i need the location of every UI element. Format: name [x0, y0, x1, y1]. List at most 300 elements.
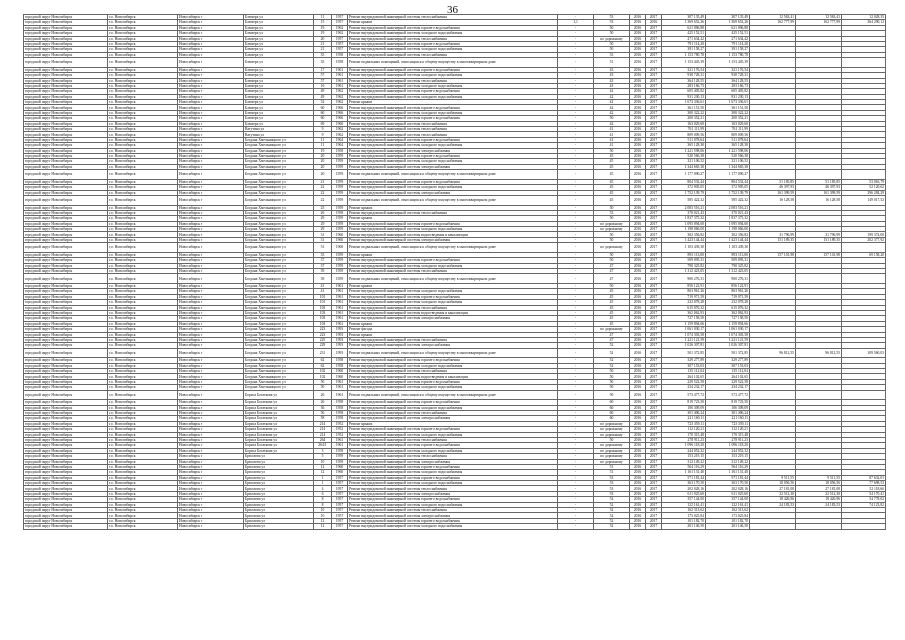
cell-municipality: городской округ Новосибирск: [24, 432, 108, 437]
cell-cost-fund: 585 422,32: [706, 195, 750, 205]
cell-wear-percent: 47: [594, 269, 630, 274]
cell-settlement: Новосибирск г: [178, 58, 244, 68]
cell-house-number: 101: [314, 294, 332, 299]
cell-area: -: [558, 116, 594, 121]
cell-total-cost: 1 026 307,81: [662, 343, 706, 348]
cell-cost-fund: 611 025,60: [706, 491, 750, 496]
cell-start-year: 2016: [630, 148, 646, 153]
cell-wear-percent: 45: [594, 185, 630, 190]
cell-cost-local: 162 777,99: [796, 20, 842, 25]
cell-municipality: городской округ Новосибирск: [24, 110, 108, 115]
cell-work-type: Ремонт внутридомовой инженерной системы водоотведения и канализации: [348, 374, 558, 379]
cell-settlement: Новосибирск г: [178, 94, 244, 99]
cell-end-year: 2017: [646, 15, 662, 20]
cell-municipality: городской округ Новосибирск: [24, 89, 108, 94]
cell-total-cost: 1 096 118,20: [662, 443, 706, 448]
cell-cost-fund: 605 405,82: [706, 89, 750, 94]
cell-municipal-district: г.о. Новосибирск: [108, 405, 178, 410]
cell-work-type: Ремонт крыши: [348, 100, 558, 105]
cell-house-number: 6: [314, 491, 332, 496]
cell-street: Блюхера ул: [244, 58, 314, 68]
cell-total-cost: 370 021,43: [662, 210, 706, 215]
cell-municipality: городской округ Новосибирск: [24, 283, 108, 288]
cell-work-type: Ремонт внутридомовой инженерной системы электроснабжения: [348, 237, 558, 242]
cell-settlement: Новосибирск г: [178, 143, 244, 148]
cell-build-year: 1959: [332, 454, 348, 459]
cell-total-cost: 264 102,65: [662, 374, 706, 379]
cell-end-year: 2017: [646, 502, 662, 507]
cell-cost-fund: 307 153,03: [706, 363, 750, 368]
cell-work-type: Ремонт крыши: [348, 332, 558, 337]
cell-house-number: 31: [314, 243, 332, 253]
cell-street: Блюхера ул: [244, 47, 314, 52]
cell-area: -: [558, 358, 594, 363]
cell-house-number: 21: [314, 41, 332, 46]
cell-settlement: Новосибирск г: [178, 179, 244, 184]
cell-end-year: 2017: [646, 170, 662, 180]
cell-start-year: 2016: [630, 443, 646, 448]
cell-cost-fund: 1 673 336,61: [706, 100, 750, 105]
cell-municipality: городской округ Новосибирск: [24, 416, 108, 421]
cell-build-year: 1958: [332, 210, 348, 215]
cell-municipality: городской округ Новосибирск: [24, 443, 108, 448]
cell-end-year: 2017: [646, 237, 662, 242]
cell-end-year: 2017: [646, 513, 662, 518]
cell-cost-fund: 1 423 144,44: [706, 237, 750, 242]
cell-start-year: 2016: [630, 227, 646, 232]
cell-wear-percent: 53: [594, 15, 630, 20]
cell-street: Блюхера ул: [244, 52, 314, 57]
cell-street: Блюхера ул: [244, 25, 314, 30]
cell-municipality: городской округ Новосибирск: [24, 20, 108, 25]
cell-settlement: Новосибирск г: [178, 210, 244, 215]
cell-area: -: [558, 348, 594, 358]
cell-build-year: 1961: [332, 67, 348, 72]
cell-work-type: Ремонт внутридомовой инженерной системы холодного водоснабжения: [348, 143, 558, 148]
cell-build-year: 1964: [332, 143, 348, 148]
cell-municipal-district: г.о. Новосибирск: [108, 190, 178, 195]
cell-municipality: городской округ Новосибирск: [24, 78, 108, 83]
cell-house-number: 9: [314, 127, 332, 132]
cell-street: Богдана Хмельницкого ул: [244, 237, 314, 242]
cell-build-year: 1957: [332, 502, 348, 507]
cell-cost-local: 157 101,98: [796, 252, 842, 257]
cell-build-year: 1959: [332, 252, 348, 257]
cell-cost-fund: 173 025,84: [706, 513, 750, 518]
cell-settlement: Новосибирск г: [178, 41, 244, 46]
cell-wear-percent: 45: [594, 164, 630, 169]
cell-start-year: 2016: [630, 170, 646, 180]
cell-end-year: 2017: [646, 127, 662, 132]
cell-house-number: 9: [314, 132, 332, 137]
cell-build-year: 1961: [332, 379, 348, 384]
cell-area: -: [558, 369, 594, 374]
cell-wear-percent: 52: [594, 513, 630, 518]
cell-settlement: Новосибирск г: [178, 343, 244, 348]
cell-build-year: 1961: [332, 316, 348, 321]
cell-area: -: [558, 385, 594, 390]
cell-total-cost: 605 405,82: [662, 89, 706, 94]
cell-area: -: [558, 237, 594, 242]
cell-area: -: [558, 518, 594, 523]
cell-house-number: 58: [314, 416, 332, 421]
cell-cost-local: 96 812,55: [796, 348, 842, 358]
cell-work-type: Ремонт подвальных помещений, относящихся к общему имуществу в многоквартирном доме: [348, 195, 558, 205]
cell-work-type: Ремонт внутридомовой инженерной системы холодного водоснабжения: [348, 159, 558, 164]
cell-municipality: городской округ Новосибирск: [24, 410, 108, 415]
cell-settlement: Новосибирск г: [178, 221, 244, 226]
cell-house-number: 21: [314, 179, 332, 184]
cell-end-year: 2017: [646, 269, 662, 274]
cell-cost-local: 27 181,08: [796, 486, 842, 491]
cell-house-number: 49: [314, 89, 332, 94]
cell-municipality: городской округ Новосибирск: [24, 31, 108, 36]
cell-wear-percent: 52: [594, 343, 630, 348]
cell-municipality: городской округ Новосибирск: [24, 343, 108, 348]
cell-street: Богдана Хмельницкого ул: [244, 227, 314, 232]
table-row: [24, 390, 886, 400]
cell-cost-fund: 1 221 598,06: [706, 148, 750, 153]
cell-municipality: городской округ Новосибирск: [24, 132, 108, 137]
cell-build-year: 1962: [332, 25, 348, 30]
cell-wear-percent: 45: [594, 305, 630, 310]
cell-street: Богдана Хмельницкого ул: [244, 379, 314, 384]
cell-street: Блюхера ул: [244, 110, 314, 115]
table-row: [24, 195, 886, 205]
cell-house-number: 35: [314, 52, 332, 57]
cell-street: Богдана Хмельницкого ул: [244, 269, 314, 274]
cell-municipality: городской округ Новосибирск: [24, 524, 108, 529]
cell-house-number: 62: [314, 363, 332, 368]
cell-total-cost: 361 151,50: [662, 105, 706, 110]
cell-settlement: Новосибирск г: [178, 518, 244, 523]
cell-wear-percent: по дорожному: [594, 443, 630, 448]
cell-house-number: 103: [314, 316, 332, 321]
cell-wear-percent: 45: [594, 316, 630, 321]
cell-cost-owners: 54 170,41: [842, 491, 886, 496]
cell-wear-percent: 53: [594, 475, 630, 480]
cell-cost-fund: 425 152,51: [706, 31, 750, 36]
cell-cost-owners: 53 063,79: [842, 179, 886, 184]
cell-work-type: Ремонт внутридомовой инженерной системы горячего водоснабжения: [348, 25, 558, 30]
cell-house-number: 36: [314, 405, 332, 410]
cell-wear-percent: 53: [594, 52, 630, 57]
cell-municipality: городской округ Новосибирск: [24, 337, 108, 342]
cell-street: Богдана Хмельницкого ул: [244, 159, 314, 164]
cell-municipal-district: г.о. Новосибирск: [108, 258, 178, 263]
cell-street: Брюллова ул: [244, 475, 314, 480]
cell-cost-fund: 2 083 516,21: [706, 205, 750, 210]
cell-settlement: Новосибирск г: [178, 232, 244, 237]
cell-total-cost: 244 052,32: [662, 448, 706, 453]
cell-work-type: Ремонт крыши: [348, 252, 558, 257]
cell-total-cost: 1 369 652,26: [662, 20, 706, 25]
cell-area: -: [558, 269, 594, 274]
cell-start-year: 2016: [630, 513, 646, 518]
cell-total-cost: 1 752 139,79: [662, 190, 706, 195]
cell-cost-fund: 302 356,82: [706, 232, 750, 237]
cell-settlement: Новосибирск г: [178, 283, 244, 288]
cell-area: -: [558, 243, 594, 253]
cell-cost-fund: 1 177 090,27: [706, 170, 750, 180]
cell-street: Богдана Хмельницкого ул: [244, 148, 314, 153]
cell-total-cost: 372 905,05: [662, 185, 706, 190]
cell-cost-fund: 361 151,50: [706, 105, 750, 110]
cell-cost-fund: 1 312 423,05: [706, 269, 750, 274]
cell-area: -: [558, 83, 594, 88]
cell-total-cost: 1 159 894,66: [662, 321, 706, 326]
cell-work-type: Ремонт внутридомовой инженерной системы электроснабжения: [348, 416, 558, 421]
cell-build-year: 1961: [332, 437, 348, 442]
cell-street: Богдана Хмельницкого ул: [244, 243, 314, 253]
cell-municipality: городской округ Новосибирск: [24, 232, 108, 237]
cell-work-type: Ремонт подвальных помещений, относящихся к общему имуществу в многоквартирном доме: [348, 170, 558, 180]
cell-total-cost: 761 111,99: [662, 127, 706, 132]
cell-total-cost: 719 971,59: [662, 294, 706, 299]
cell-municipal-district: г.о. Новосибирск: [108, 36, 178, 41]
cell-wear-percent: 52: [594, 524, 630, 529]
cell-house-number: 15: [314, 20, 332, 25]
cell-cost-fund: 391 158,27: [706, 47, 750, 52]
cell-wear-percent: 50: [594, 216, 630, 221]
cell-house-number: 8: [314, 497, 332, 502]
cell-total-cost: 153 219,15: [662, 454, 706, 459]
cell-street: Богдана Хмельницкого ул: [244, 137, 314, 142]
cell-area: -: [558, 159, 594, 164]
cell-build-year: 1957: [332, 497, 348, 502]
cell-house-number: 22: [314, 195, 332, 205]
cell-end-year: 2017: [646, 475, 662, 480]
cell-build-year: 1993: [332, 348, 348, 358]
cell-street: Богдана Хмельницкого ул: [244, 374, 314, 379]
cell-settlement: Новосибирск г: [178, 524, 244, 529]
cell-start-year: 2016: [630, 421, 646, 426]
cell-house-number: 22: [314, 185, 332, 190]
cell-cost-owners: 52 120,62: [842, 185, 886, 190]
cell-municipal-district: г.о. Новосибирск: [108, 210, 178, 215]
cell-municipality: городской округ Новосибирск: [24, 67, 108, 72]
cell-build-year: 1993: [332, 332, 348, 337]
cell-work-type: Ремонт внутридомовой инженерной системы электроснабжения: [348, 459, 558, 464]
cell-work-type: Ремонт внутридомовой инженерной системы горячего водоснабжения: [348, 153, 558, 158]
cell-build-year: 1958: [332, 148, 348, 153]
cell-end-year: 2017: [646, 348, 662, 358]
cell-municipality: городской округ Новосибирск: [24, 421, 108, 426]
cell-street: Брюллова ул: [244, 497, 314, 502]
cell-start-year: 2016: [630, 263, 646, 268]
table-row: [24, 170, 886, 180]
cell-area: -: [558, 121, 594, 126]
cell-end-year: 2017: [646, 148, 662, 153]
cell-house-number: 11: [314, 143, 332, 148]
cell-end-year: 2017: [646, 416, 662, 421]
cell-total-cost: 362 062,93: [662, 310, 706, 315]
cell-start-year: 2016: [630, 47, 646, 52]
cell-work-type: Ремонт внутридомовой инженерной системы горячего водоснабжения: [348, 221, 558, 226]
cell-area: -: [558, 190, 594, 195]
cell-municipality: городской округ Новосибирск: [24, 497, 108, 502]
cell-municipal-district: г.о. Новосибирск: [108, 459, 178, 464]
cell-municipal-district: г.о. Новосибирск: [108, 94, 178, 99]
cell-work-type: Ремонт внутридомовой инженерной системы теплоснабжения: [348, 269, 558, 274]
cell-wear-percent: 50: [594, 31, 630, 36]
cell-cost-owners: [842, 524, 886, 529]
cell-cost-fund: 362 062,93: [706, 310, 750, 315]
cell-municipal-district: г.о. Новосибирск: [108, 58, 178, 68]
cell-cost-local: 46 397,93: [796, 185, 842, 190]
cell-house-number: 57: [314, 73, 332, 78]
cell-area: -: [558, 305, 594, 310]
cell-municipality: городской округ Новосибирск: [24, 502, 108, 507]
cell-house-number: 19: [314, 148, 332, 153]
cell-house-number: 12: [314, 464, 332, 469]
cell-build-year: 1959: [332, 153, 348, 158]
cell-settlement: Новосибирск г: [178, 205, 244, 210]
cell-start-year: 2016: [630, 137, 646, 142]
cell-municipality: городской округ Новосибирск: [24, 195, 108, 205]
cell-total-cost: 106 309,09: [662, 405, 706, 410]
cell-work-type: Ремонт внутридомовой инженерной системы горячего водоснабжения: [348, 67, 558, 72]
cell-end-year: 2017: [646, 524, 662, 529]
cell-house-number: 31: [314, 237, 332, 242]
cell-municipal-district: г.о. Новосибирск: [108, 289, 178, 294]
cell-work-type: Ремонт внутридомовой инженерной системы горячего водоснабжения: [348, 137, 558, 142]
cell-total-cost: 520 566,38: [662, 153, 706, 158]
cell-house-number: 49: [314, 94, 332, 99]
cell-wear-percent: по дорожному: [594, 221, 630, 226]
cell-total-cost: 511 078,64: [662, 137, 706, 142]
cell-municipality: городской округ Новосибирск: [24, 15, 108, 20]
cell-cost-local: 24 183,53: [796, 502, 842, 507]
cell-cost-owners: [842, 58, 886, 68]
cell-area: -: [558, 310, 594, 315]
cell-municipal-district: г.о. Новосибирск: [108, 41, 178, 46]
cell-house-number: 3: [314, 448, 332, 453]
cell-total-cost: 162 313,62: [662, 508, 706, 513]
cell-house-number: 102: [314, 369, 332, 374]
cell-house-number: 35: [314, 252, 332, 257]
cell-total-cost: 1 161 131,40: [662, 470, 706, 475]
cell-cost-fund: 301 406,24: [706, 410, 750, 415]
cell-cost-fund: 1 103 439,30: [706, 243, 750, 253]
cell-area: -: [558, 481, 594, 486]
cell-cost-region: 12 563,41: [750, 15, 796, 20]
cell-street: Блюхера ул: [244, 83, 314, 88]
cell-wear-percent: 45: [594, 179, 630, 184]
cell-build-year: 1957: [332, 47, 348, 52]
cell-municipal-district: г.о. Новосибирск: [108, 159, 178, 164]
cell-end-year: 2017: [646, 437, 662, 442]
cell-settlement: Новосибирск г: [178, 448, 244, 453]
cell-cost-fund: 278 911,23: [706, 437, 750, 442]
cell-cost-owners: [842, 390, 886, 400]
cell-work-type: Ремонт внутридомовой инженерной системы горячего водоснабжения: [348, 116, 558, 121]
cell-end-year: 2017: [646, 227, 662, 232]
cell-build-year: 1960: [332, 369, 348, 374]
cell-cost-owners: 54 778,02: [842, 497, 886, 502]
cell-work-type: Ремонт внутридомовой инженерной системы теплоснабжения: [348, 337, 558, 342]
cell-street: Богдана Хмельницкого ул: [244, 289, 314, 294]
cell-street: Бориса Богаткова ул: [244, 416, 314, 421]
cell-municipality: городской округ Новосибирск: [24, 427, 108, 432]
cell-municipal-district: г.о. Новосибирск: [108, 116, 178, 121]
cell-total-cost: 425 152,51: [662, 31, 706, 36]
cell-street: Брюллова ул: [244, 470, 314, 475]
cell-work-type: Ремонт внутридомовой инженерной системы теплоснабжения: [348, 36, 558, 41]
cell-municipal-district: г.о. Новосибирск: [108, 524, 178, 529]
cell-work-type: Ремонт внутридомовой инженерной системы теплоснабжения: [348, 508, 558, 513]
cell-street: Богдана Хмельницкого ул: [244, 300, 314, 305]
cell-work-type: Ремонт крыши: [348, 216, 558, 221]
cell-build-year: 1957: [332, 513, 348, 518]
cell-house-number: 29: [314, 227, 332, 232]
cell-build-year: 1961: [332, 300, 348, 305]
cell-work-type: Ремонт внутридомовой инженерной системы холодного водоснабжения: [348, 185, 558, 190]
cell-settlement: Новосибирск г: [178, 321, 244, 326]
cell-end-year: 2017: [646, 470, 662, 475]
cell-cost-fund: 520 566,38: [706, 153, 750, 158]
cell-municipal-district: г.о. Новосибирск: [108, 283, 178, 288]
cell-municipality: городской округ Новосибирск: [24, 464, 108, 469]
cell-start-year: 2016: [630, 363, 646, 368]
cell-start-year: 2016: [630, 269, 646, 274]
cell-wear-percent: 52: [594, 348, 630, 358]
cell-total-cost: 135 112,04: [662, 369, 706, 374]
cell-start-year: 2016: [630, 432, 646, 437]
cell-area: -: [558, 210, 594, 215]
cell-municipality: городской округ Новосибирск: [24, 321, 108, 326]
cell-build-year: 1959: [332, 190, 348, 195]
cell-work-type: Ремонт внутридомовой инженерной системы электроснабжения: [348, 148, 558, 153]
cell-settlement: Новосибирск г: [178, 486, 244, 491]
cell-house-number: 264/1: [314, 443, 332, 448]
cell-wear-percent: 52: [594, 508, 630, 513]
cell-start-year: 2016: [630, 464, 646, 469]
cell-municipality: городской округ Новосибирск: [24, 170, 108, 180]
cell-total-cost: 271 634,42: [662, 36, 706, 41]
cell-cost-fund: 1 161 131,40: [706, 470, 750, 475]
cell-work-type: Ремонт крыши: [348, 205, 558, 210]
cell-end-year: 2017: [646, 243, 662, 253]
cell-start-year: 2016: [630, 252, 646, 257]
cell-cost-region: 16 128,58: [750, 195, 796, 205]
cell-municipality: городской округ Новосибирск: [24, 379, 108, 384]
cell-cost-owners: [842, 274, 886, 284]
cell-cost-fund: 819 723,50: [706, 400, 750, 405]
cell-start-year: 2016: [630, 36, 646, 41]
cell-cost-fund: 264 102,65: [706, 374, 750, 379]
cell-end-year: 2017: [646, 289, 662, 294]
cell-settlement: Новосибирск г: [178, 400, 244, 405]
cell-end-year: 2017: [646, 232, 662, 237]
cell-cost-local: 9 511,55: [796, 475, 842, 480]
cell-end-year: 2017: [646, 47, 662, 52]
cell-cost-fund: 365 128,30: [706, 143, 750, 148]
cell-municipal-district: г.о. Новосибирск: [108, 170, 178, 180]
cell-build-year: 1959: [332, 216, 348, 221]
cell-work-type: Ремонт внутридомовой инженерной системы электроснабжения: [348, 513, 558, 518]
cell-end-year: 2017: [646, 263, 662, 268]
cell-cost-region: [750, 274, 796, 284]
cell-settlement: Новосибирск г: [178, 25, 244, 30]
cell-work-type: Ремонт фасада: [348, 327, 558, 332]
cell-street: Богдана Хмельницкого ул: [244, 153, 314, 158]
cell-total-cost: 321 176,54: [662, 67, 706, 72]
cell-municipality: городской округ Новосибирск: [24, 100, 108, 105]
cell-cost-fund: 615 076,32: [706, 305, 750, 310]
cell-settlement: Новосибирск г: [178, 300, 244, 305]
cell-area: -: [558, 332, 594, 337]
